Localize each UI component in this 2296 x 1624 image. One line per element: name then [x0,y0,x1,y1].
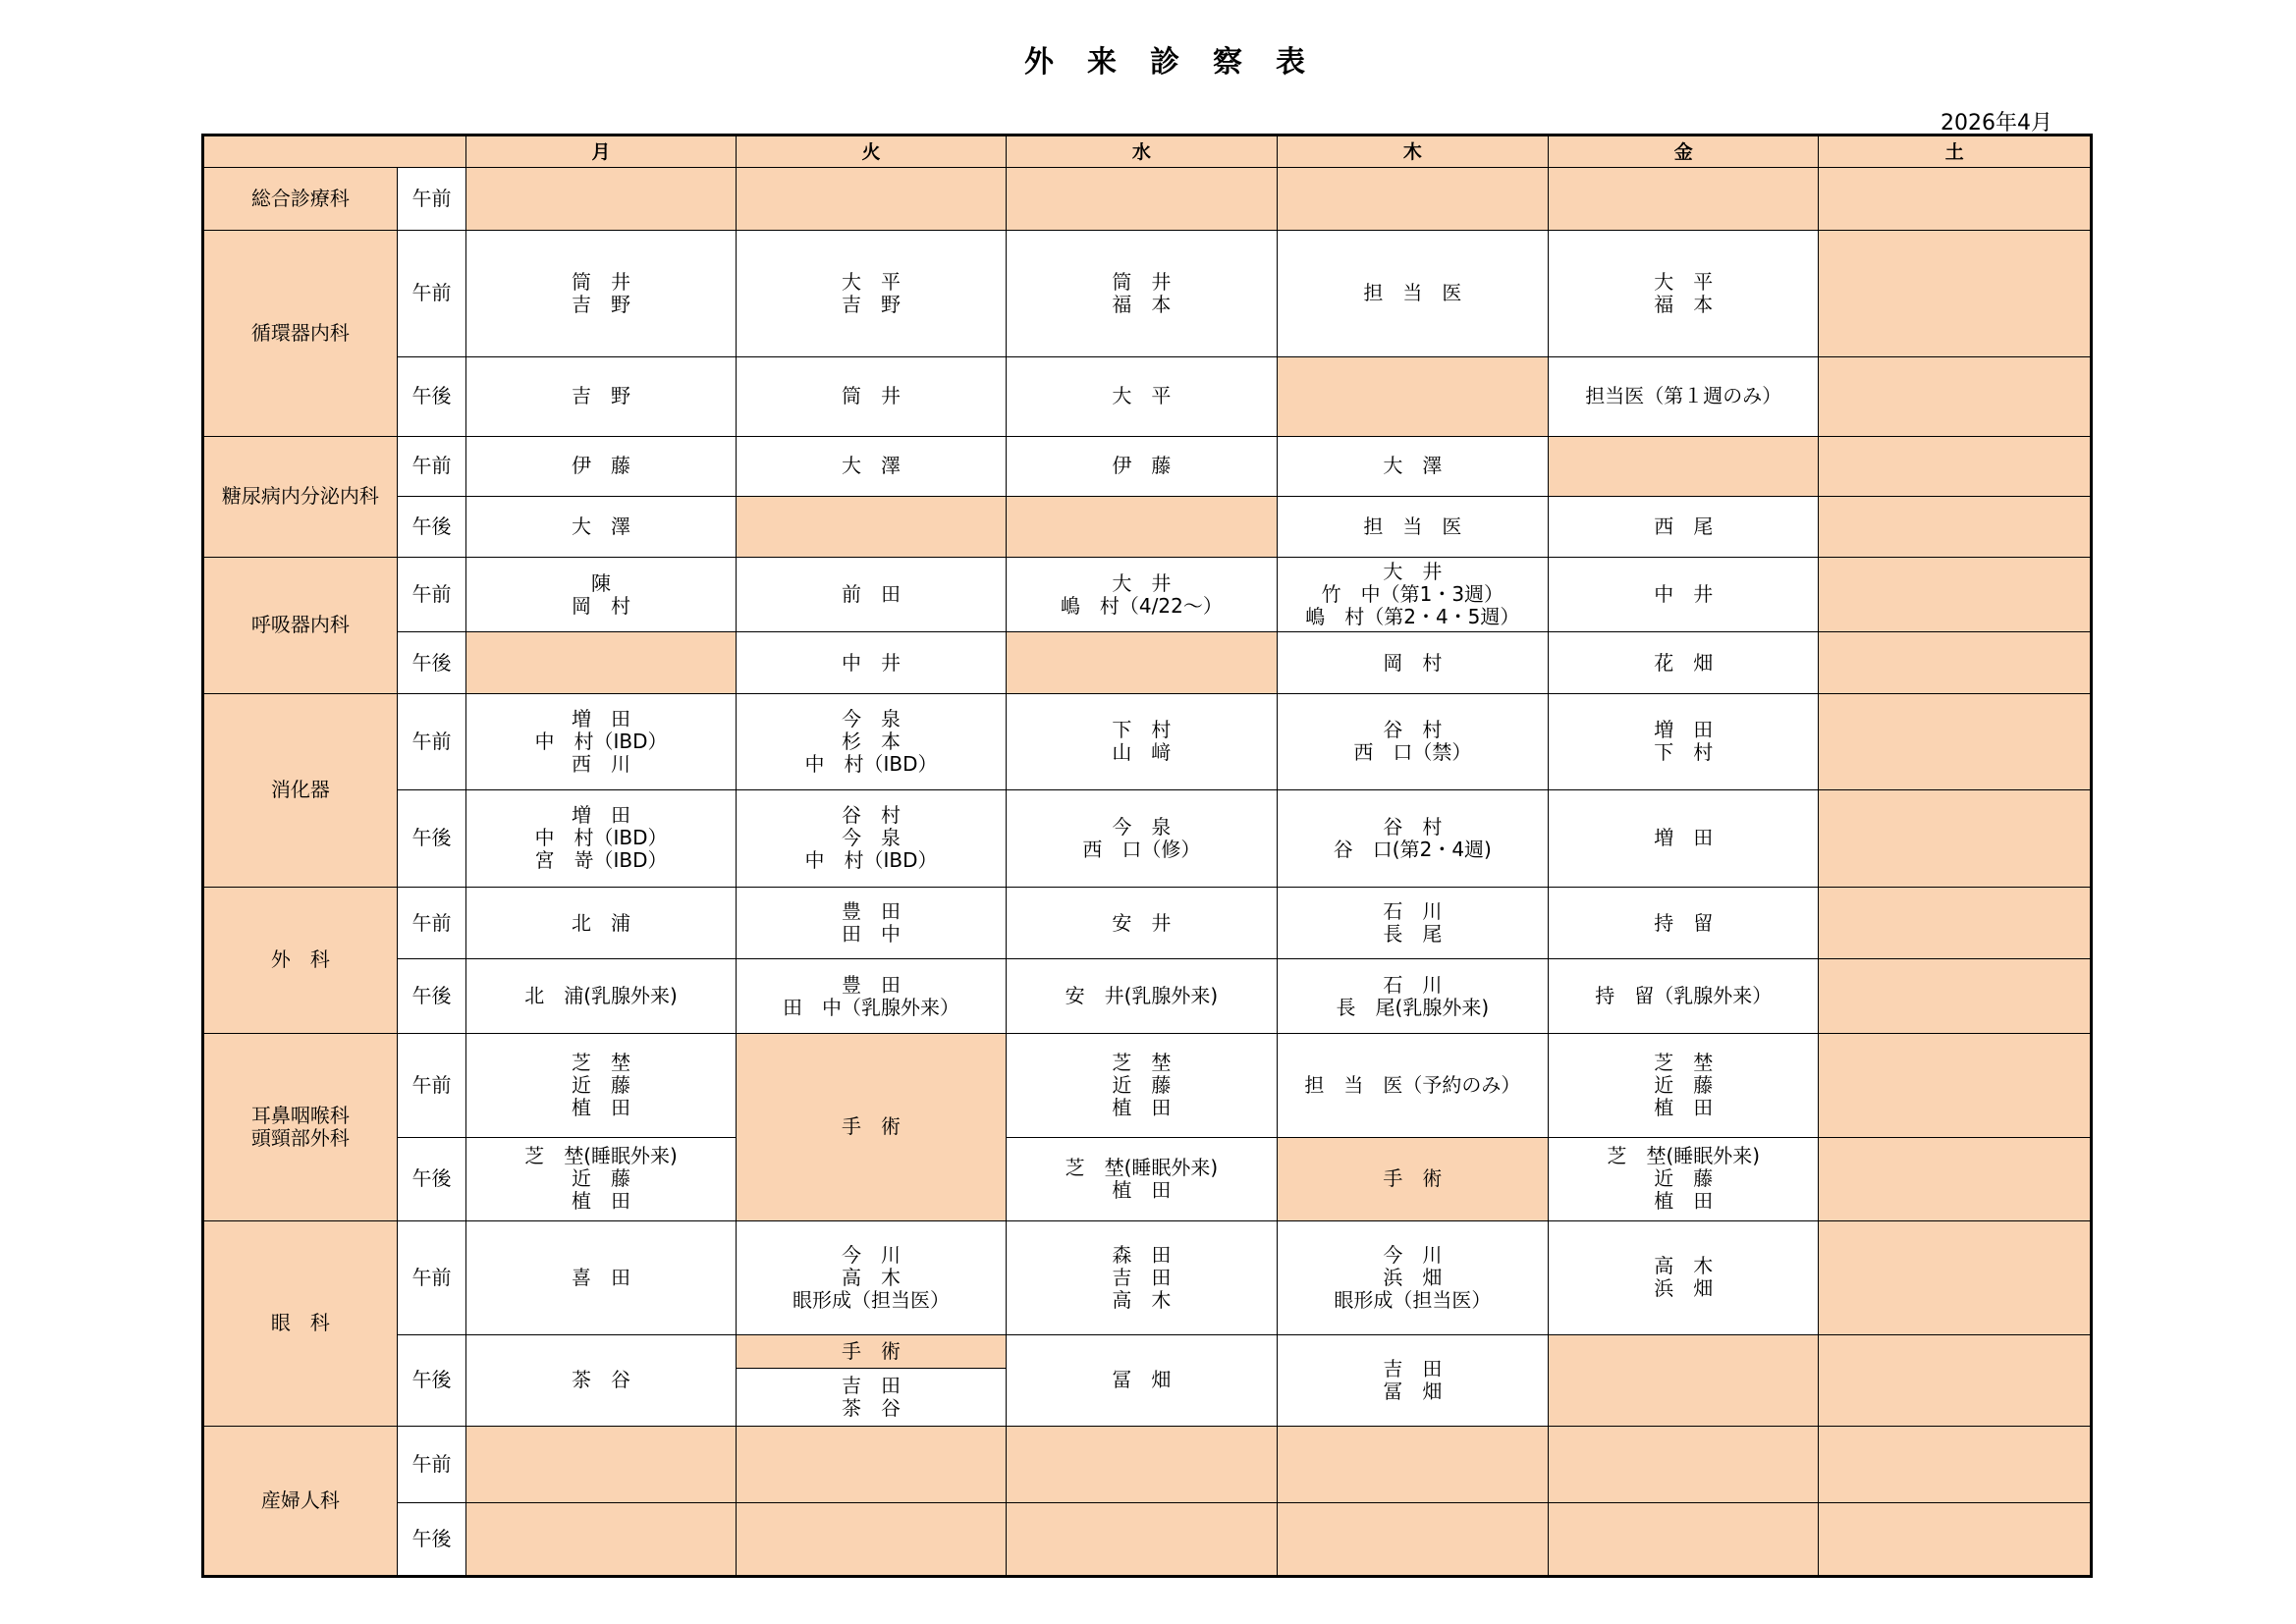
schedule-cell [1007,436,1277,497]
schedule-cell [466,168,736,231]
schedule-cell [1549,632,1819,694]
time-slot-label: 午前 [397,1220,466,1334]
time-slot-label: 午後 [397,1137,466,1220]
schedule-row [203,789,2092,887]
schedule-cell [1549,1137,1819,1220]
doctor-name: 冨 畑 [1383,1379,1443,1403]
surgery-label: 手 術 [737,1335,1006,1369]
department-name: 総合診療科 [250,187,350,211]
doctor-name: 陳 [591,570,612,595]
department-label [203,1034,398,1221]
schedule-cell [1277,693,1548,789]
schedule-cell [466,1334,736,1426]
doctor-name: 担 当 医 [1363,281,1462,305]
doctor-name: 大 澤 [841,454,901,478]
time-slot-label: 午後 [397,1503,466,1577]
department-label [203,887,398,1033]
schedule-cell [1277,1220,1548,1334]
schedule-cell [736,1220,1006,1334]
schedule-cell [1549,230,1819,356]
day-header: 金 [1549,135,1819,168]
schedule-cell [1277,1426,1548,1503]
doctor-name: 山 﨑 [1112,740,1172,765]
schedule-row [203,887,2092,959]
doctor-name: 喜 田 [572,1265,631,1289]
doctor-name: 担 当 医（予約のみ） [1304,1072,1521,1097]
schedule-cell [1819,168,2092,231]
doctor-name: 中 井 [1654,582,1714,607]
time-slot-label: 午前 [397,1034,466,1138]
schedule-cell [1819,230,2092,356]
doctor-name: 眼形成（担当医） [792,1287,950,1312]
schedule-cell [736,230,1006,356]
schedule-cell [466,693,736,789]
doctor-name: 豊 田 [841,899,901,924]
doctor-name: 花 畑 [1654,650,1714,675]
schedule-row [203,1503,2092,1577]
doctor-name: 増 田 [1654,826,1714,850]
schedule-row [203,497,2092,558]
schedule-cell [1819,356,2092,436]
doctor-name: 福 本 [1654,292,1714,316]
doctor-name: 筒 井 [841,384,901,408]
doctor-name: 西 尾 [1654,514,1714,538]
schedule-cell [466,1426,736,1503]
schedule-row [203,1034,2092,1138]
schedule-cell [736,1503,1006,1577]
schedule-cell [736,497,1006,558]
doctor-name: 今 泉 [841,706,901,731]
schedule-cell [1819,1137,2092,1220]
doctor-name: 眼形成（担当医） [1334,1287,1492,1312]
schedule-cell [1819,1503,2092,1577]
doctor-name: 西 口（修） [1082,837,1201,861]
doctor-name: 岡 村 [572,593,631,618]
time-slot-label: 午後 [397,789,466,887]
schedule-cell [1819,1334,2092,1426]
schedule-cell [736,356,1006,436]
schedule-row [203,1334,2092,1426]
doctor-name: 浜 畑 [1383,1265,1443,1289]
schedule-cell [1277,1334,1548,1426]
doctor-name: 芝 埜 [1654,1050,1714,1074]
doctor-name: 田 中 [841,922,901,947]
day-header: 月 [466,135,736,168]
schedule-cell [466,1503,736,1577]
time-slot-label: 午後 [397,959,466,1034]
doctor-name: 中 村（IBD） [534,729,668,753]
schedule-cell [736,959,1006,1034]
doctor-name: 石 川 [1383,899,1443,924]
doctor-name: 大 井 [1112,570,1172,595]
schedule-cell [1007,789,1277,887]
doctor-name: 増 田 [572,803,631,828]
doctor-name: 手 術 [841,1114,901,1139]
doctor-name: 担 当 医 [1363,514,1462,538]
schedule-cell [1007,887,1277,959]
schedule-cell [466,497,736,558]
doctor-name: 谷 村 [1383,814,1443,839]
department-label [203,1220,398,1426]
schedule-cell [1549,1220,1819,1334]
doctor-name: 近 藤 [1654,1072,1714,1097]
schedule-cell [466,789,736,887]
schedule-cell [1277,557,1548,632]
doctor-name: 植 田 [572,1095,631,1119]
doctor-name: 岡 村 [1383,650,1443,675]
doctor-name: 石 川 [1383,972,1443,997]
schedule-cell [1549,168,1819,231]
department-name: 耳鼻咽喉科 [250,1103,350,1127]
doctor-name: 芝 埜 [1112,1050,1172,1074]
doctor-name: 近 藤 [1654,1166,1714,1191]
schedule-cell [1819,1034,2092,1138]
doctor-name: 下 村 [1112,718,1172,742]
doctor-name: 大 井 [1383,560,1443,584]
department-name: 産婦人科 [260,1488,340,1512]
day-header: 水 [1007,135,1277,168]
doctor-name: 植 田 [572,1189,631,1214]
doctor-name: 大 澤 [1383,454,1443,478]
schedule-cell [1549,1034,1819,1138]
schedule-cell [466,436,736,497]
doctor-name: 谷 村 [1383,718,1443,742]
schedule-cell [736,557,1006,632]
doctor-name: 近 藤 [572,1072,631,1097]
schedule-cell [1007,1034,1277,1138]
doctor-name: 茶 谷 [572,1368,631,1392]
time-slot-label: 午前 [397,557,466,632]
doctor-name: 森 田 [1112,1242,1172,1267]
schedule-cell [736,693,1006,789]
doctor-name: 中 村（IBD） [804,848,938,873]
time-slot-label: 午前 [397,693,466,789]
schedule-row [203,356,2092,436]
doctor-name: 担当医（第１週のみ） [1585,384,1782,408]
department-name: 呼吸器内科 [250,613,350,637]
department-label [203,436,398,557]
schedule-cell [1007,693,1277,789]
schedule-cell [1007,959,1277,1034]
doctor-name: 田 中（乳腺外来） [782,995,959,1019]
schedule-cell [1277,959,1548,1034]
schedule-cell [1549,959,1819,1034]
time-slot-label: 午前 [397,1426,466,1503]
schedule-row [203,557,2092,632]
doctor-name: 吉 田 [1383,1356,1443,1380]
schedule-cell [736,887,1006,959]
time-slot-label: 午後 [397,356,466,436]
schedule-cell [1277,1137,1548,1220]
doctor-name: 芝 埜(睡眠外来) [1065,1155,1219,1179]
schedule-cell [1819,693,2092,789]
schedule-cell [1549,557,1819,632]
doctor-name: 手 術 [1383,1166,1443,1191]
schedule-cell [1007,1426,1277,1503]
doctor-name: 増 田 [572,706,631,731]
doctor-name: 今 川 [841,1242,901,1267]
department-label [203,1426,398,1576]
schedule-cell [1819,1220,2092,1334]
schedule-cell [466,356,736,436]
day-header: 火 [736,135,1006,168]
schedule-cell [1819,557,2092,632]
time-slot-label: 午前 [397,436,466,497]
doctor-name: 豊 田 [841,972,901,997]
doctor-name: 今 川 [1383,1242,1443,1267]
schedule-cell [1277,497,1548,558]
schedule-date: 2026年4月 [1941,111,2052,135]
schedule-cell [1277,230,1548,356]
schedule-cell [1007,1137,1277,1220]
schedule-row [203,1137,2092,1220]
schedule-row [203,168,2092,231]
schedule-cell [1007,1334,1277,1426]
department-label [203,557,398,693]
department-name: 糖尿病内分泌内科 [221,484,379,509]
department-label [203,168,398,231]
doctor-name: 西 川 [572,751,631,776]
schedule-cell [736,1034,1006,1221]
schedule-cell [736,1334,1006,1426]
doctor-name: 伊 藤 [1112,454,1172,478]
schedule-cell [1549,436,1819,497]
schedule-cell [1007,168,1277,231]
schedule-row [203,632,2092,694]
schedule-cell [466,959,736,1034]
doctor-name: 中 村（IBD） [804,751,938,776]
outpatient-schedule-table [201,134,2093,1578]
doctor-name: 嶋 村（4/22～） [1060,593,1223,618]
doctor-name: 植 田 [1112,1177,1172,1202]
schedule-cell [1277,789,1548,887]
time-slot-label: 午後 [397,632,466,694]
schedule-row [203,693,2092,789]
doctor-name: 福 本 [1112,292,1172,316]
doctor-name: 安 井(乳腺外来) [1065,984,1219,1008]
day-header: 木 [1277,135,1548,168]
doctor-name: 吉 野 [572,292,631,316]
schedule-cell [1277,1503,1548,1577]
schedule-cell [1819,1426,2092,1503]
schedule-cell [1549,1334,1819,1426]
doctor-name: 吉 田 [1112,1265,1172,1289]
doctor-name: 筒 井 [572,269,631,294]
doctor-name: 茶 谷 [841,1395,901,1420]
schedule-cell [736,632,1006,694]
schedule-cell [1549,789,1819,887]
doctor-name: 冨 畑 [1112,1368,1172,1392]
doctor-name: 芝 埜(睡眠外来) [524,1144,678,1168]
schedule-cell [1549,1426,1819,1503]
doctor-name: 嶋 村（第2・4・5週） [1305,605,1520,629]
doctor-name: 北 浦(乳腺外来) [524,984,678,1008]
schedule-cell [1549,887,1819,959]
doctor-name: 大 澤 [572,514,631,538]
doctor-name: 植 田 [1112,1095,1172,1119]
schedule-cell [1819,632,2092,694]
doctor-name: 高 木 [1654,1254,1714,1278]
schedule-cell [1277,1034,1548,1138]
schedule-cell [736,168,1006,231]
time-slot-label: 午前 [397,230,466,356]
schedule-cell [1549,497,1819,558]
schedule-cell [466,632,736,694]
schedule-cell [1007,1503,1277,1577]
doctor-name: 竹 中（第1・3週） [1321,582,1504,607]
department-name: 外 科 [270,947,330,972]
schedule-cell [466,557,736,632]
doctor-name: 前 田 [841,582,901,607]
department-label [203,230,398,436]
schedule-cell [466,887,736,959]
schedule-cell [736,1426,1006,1503]
doctor-name: 芝 埜(睡眠外来) [1607,1144,1761,1168]
time-slot-label: 午後 [397,1334,466,1426]
doctor-name: 中 村（IBD） [534,826,668,850]
schedule-cell [466,230,736,356]
page-title: 外来診察表 [1024,45,1339,80]
doctor-name: 近 藤 [572,1166,631,1191]
doctor-name: 今 泉 [1112,814,1172,839]
schedule-cell [1277,356,1548,436]
doctor-name: 植 田 [1654,1189,1714,1214]
doctor-name: 谷 口(第2・4週) [1333,837,1492,861]
schedule-cell [466,1034,736,1138]
doctor-name: 筒 井 [1112,269,1172,294]
schedule-cell [1819,497,2092,558]
doctor-name: 谷 村 [841,803,901,828]
schedule-cell [1007,632,1277,694]
schedule-row [203,1220,2092,1334]
schedule-cell [1549,693,1819,789]
doctor-name: 高 木 [1112,1287,1172,1312]
schedule-cell [1549,356,1819,436]
schedule-row [203,436,2092,497]
schedule-row [203,959,2092,1034]
schedule-cell [736,789,1006,887]
doctor-name: 中 井 [841,650,901,675]
day-header: 土 [1819,135,2092,168]
schedule-cell [1277,168,1548,231]
doctor-name: 西 口（禁） [1353,740,1472,765]
schedule-cell [1007,497,1277,558]
doctor-name: 吉 田 [841,1373,901,1397]
schedule-cell [1007,230,1277,356]
schedule-row [203,1426,2092,1503]
department-name: 循環器内科 [250,320,350,345]
doctor-name: 宮 嵜（IBD） [534,848,668,873]
schedule-cell [1549,1503,1819,1577]
doctor-name: 大 平 [841,269,901,294]
doctor-name: 北 浦 [572,910,631,935]
doctor-name: 大 平 [1654,269,1714,294]
header-blank [203,135,466,168]
day-header-row [203,135,2092,168]
schedule-cell [1819,887,2092,959]
doctor-name: 下 村 [1654,740,1714,765]
time-slot-label: 午前 [397,168,466,231]
schedule-cell [1277,436,1548,497]
schedule-cell [1007,356,1277,436]
schedule-cell [1277,887,1548,959]
department-name: 頭頸部外科 [250,1125,350,1150]
doctor-name: 伊 藤 [572,454,631,478]
doctor-name: 吉 野 [841,292,901,316]
doctor-name: 安 井 [1112,910,1172,935]
schedule-cell [1819,959,2092,1034]
doctor-name: 近 藤 [1112,1072,1172,1097]
schedule-cell [1007,1220,1277,1334]
doctor-name: 今 泉 [841,826,901,850]
schedule-cell [466,1220,736,1334]
time-slot-label: 午前 [397,887,466,959]
department-label [203,693,398,887]
schedule-cell [1819,789,2092,887]
doctor-name: 植 田 [1654,1095,1714,1119]
doctor-name: 浜 畑 [1654,1276,1714,1301]
doctor-name: 大 平 [1112,384,1172,408]
doctor-name: 長 尾 [1383,922,1443,947]
doctor-name: 杉 本 [841,729,901,753]
schedule-row [203,230,2092,356]
doctor-name: 長 尾(乳腺外来) [1336,995,1490,1019]
schedule-cell [466,1137,736,1220]
schedule-cell [736,436,1006,497]
schedule-cell [1819,436,2092,497]
doctor-name: 持 留（乳腺外来） [1595,984,1773,1008]
doctor-name: 吉 野 [572,384,631,408]
doctor-name: 芝 埜 [572,1050,631,1074]
doctor-list [737,1368,1006,1425]
doctor-name: 増 田 [1654,718,1714,742]
schedule-cell [1007,557,1277,632]
time-slot-label: 午後 [397,497,466,558]
doctor-name: 高 木 [841,1265,901,1289]
doctor-name: 持 留 [1654,910,1714,935]
department-name: 消化器 [270,778,330,802]
schedule-cell [1277,632,1548,694]
department-name: 眼 科 [270,1311,330,1335]
